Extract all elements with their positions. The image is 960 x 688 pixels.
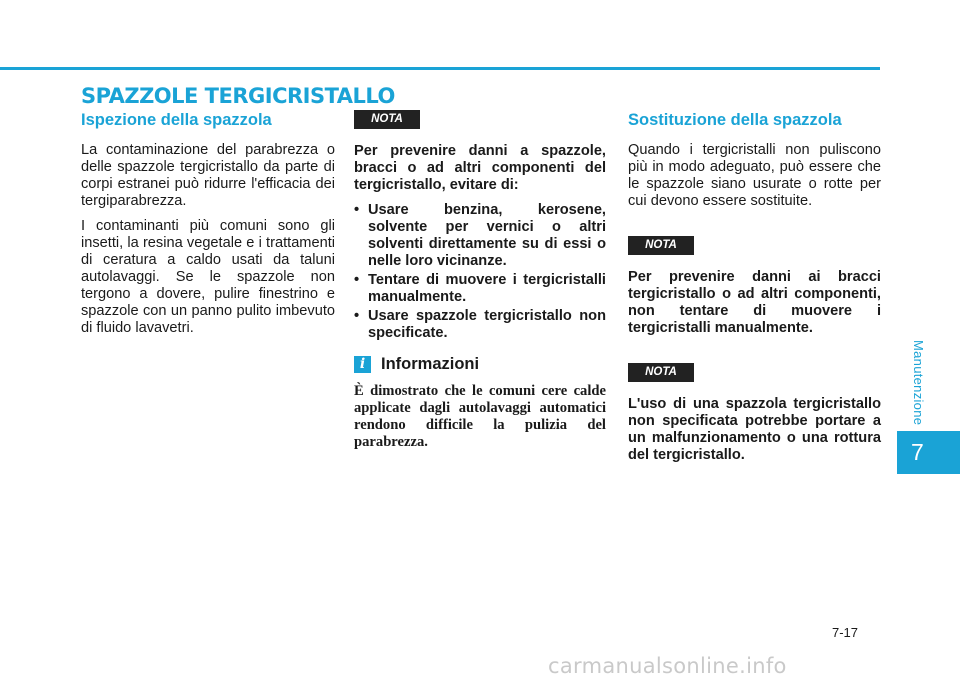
info-header [354, 356, 606, 373]
replacement-paragraph: Quando i tergicristalli non puliscono più in modo adeguato, può essere che le spazzole siano usurate o rotte per cui devono essere sostituite. [628, 142, 881, 209]
page-number: 7-17 [832, 625, 859, 640]
inspection-paragraph-2: I contaminanti più comuni sono gli insetti, la resina vegetale e i trattamenti di ceratura a caldo usati da taluni autolavaggi. Se le spazzole non tergono a dovere, pulire finestrino e spazzole con un panno pulito imbevuto di fluido lavavetri. [81, 218, 335, 336]
chapter-label: Manutenzione [911, 340, 926, 426]
column-replacement [628, 110, 881, 472]
section-title: SPAZZOLE TERGICRISTALLO [81, 84, 395, 108]
info-icon: i [354, 356, 371, 373]
nota-badge: NOTA [628, 363, 694, 382]
watermark: carmanualsonline.info [548, 654, 787, 678]
column-inspection [81, 110, 335, 345]
nota-text-blade: L'uso di una spazzola tergicristallo non specificata potrebbe portare a un malfunzionamento o una rottura del tergicristallo. [628, 396, 881, 463]
info-text: È dimostrato che le comuni cere calde applicate dagli autolavaggi automatici rendono difficile la pulizia del parabrezza. [354, 383, 606, 450]
column-note-warnings [354, 110, 606, 459]
top-rule [0, 67, 880, 70]
list-item: • Usare benzina, kerosene, solvente per vernici o altri solventi direttamente su di essi o nelle loro vicinanze. [354, 202, 606, 270]
list-item: • Tentare di muovere i tergicristalli manualmente. [354, 272, 606, 306]
inspection-paragraph-1: La contaminazione del parabrezza o delle spazzole tergicristallo da parte di corpi estranei può ridurre l'efficacia dei tergiparabrezza. [81, 142, 335, 209]
inspection-heading: Ispezione della spazzola [81, 111, 272, 129]
info-title: Informazioni [381, 355, 480, 373]
nota-bullet-list [354, 202, 606, 342]
nota-text-arms: Per prevenire danni ai bracci tergicristallo o ad altri componenti, non tentare di muovere i tergicristalli manualmente. [628, 269, 881, 336]
chapter-number-tab: 7 [897, 431, 960, 474]
nota-intro: Per prevenire danni a spazzole, bracci o ad altri componenti del tergicristallo, evitare di: [354, 143, 606, 193]
list-item: • Usare spazzole tergicristallo non specificate. [354, 308, 606, 342]
nota-badge: NOTA [354, 110, 420, 129]
replacement-heading: Sostituzione della spazzola [628, 111, 842, 129]
nota-badge: NOTA [628, 236, 694, 255]
